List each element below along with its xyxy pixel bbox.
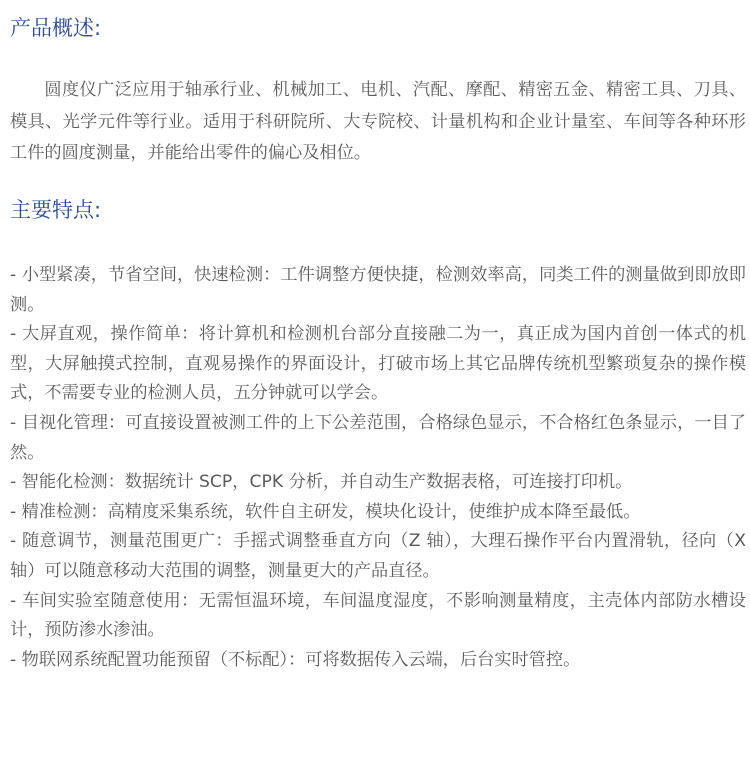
overview-paragraph: 圆度仪广泛应用于轴承行业、机械加工、电机、汽配、摩配、精密五金、精密工具、刀具、模具、光学元件等行业。适用于科研院所、大专院校、计量机构和企业计量室、车间等各种环形工件的圆度测量，并能给出零件的偏心及相位。 — [10, 80, 746, 164]
feature-item-large-screen: - 大屏直观，操作简单：将计算机和检测机台部分直接融二为一，真正成为国内首创一体式的机型，大屏触摸式控制，直观易操作的界面设计，打破市场上其它品牌传统机型繁琐复杂的操作模式，不需要专业的检测人员，五分钟就可以学会。 — [10, 324, 746, 404]
feature-item-smart-inspection: - 智能化检测：数据统计 SCP，CPK 分析，并自动生产数据表格，可连接打印机。 — [10, 472, 633, 493]
feature-item-compact: - 小型紧凑，节省空间，快速检测：工件调整方便快捷，检测效率高，同类工件的测量做到即放即测。 — [10, 265, 746, 315]
feature-item-iot: - 物联网系统配置功能预留（不标配）：可将数据传入云端，后台实时管控。 — [10, 649, 581, 670]
feature-item-workshop-use: - 车间实验室随意使用：无需恒温环境，车间温度湿度，不影响测量精度，主壳体内部防水槽设计，预防渗水渗油。 — [10, 590, 746, 641]
overview-heading: 产品概述: — [10, 16, 102, 40]
features-heading: 主要特点: — [10, 198, 102, 222]
features-list — [10, 261, 746, 675]
feature-item-precision: - 精准检测：高精度采集系统，软件自主研发，模块化设计，使维护成本降至最低。 — [10, 501, 641, 522]
feature-item-visual-management: - 目视化管理：可直接设置被测工件的上下公差范围，合格绿色显示，不合格红色条显示，一目了然。 — [10, 412, 746, 463]
feature-item-adjustable-range: - 随意调节，测量范围更广：手摇式调整垂直方向（Z 轴），大理石操作平台内置滑轨，径向（X 轴）可以随意移动大范围的调整，测量更大的产品直径。 — [10, 531, 746, 581]
